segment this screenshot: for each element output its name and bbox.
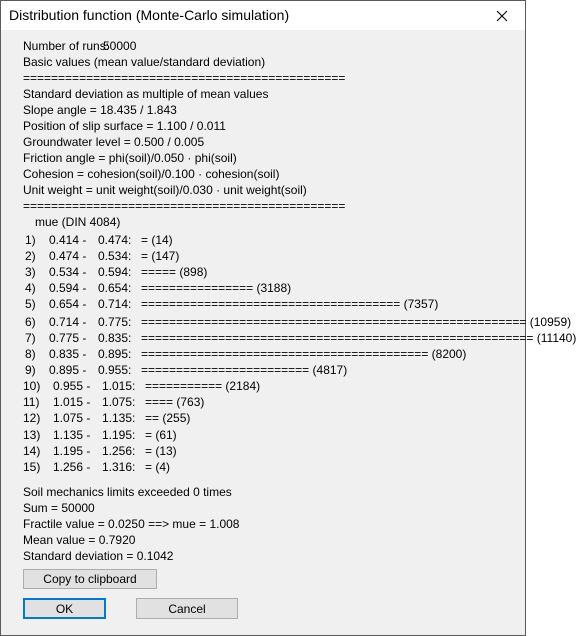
histogram-row-from: 1.256 - xyxy=(53,460,91,474)
fractile-text: Fractile value = 0.0250 ==> mue = 1.008 xyxy=(23,517,240,531)
histogram-row-to: 1.195: xyxy=(102,428,136,442)
histogram-row-to: 0.775: xyxy=(98,315,132,329)
mue-heading: mue (DIN 4084) xyxy=(35,215,121,229)
histogram-row-from: 0.414 - xyxy=(49,233,87,247)
slip-surface-line: Position of slip surface = 1.100 / 0.011 xyxy=(23,119,226,133)
histogram-row-to: 0.955: xyxy=(98,363,132,377)
histogram-row-from: 1.195 - xyxy=(53,444,91,458)
title-bar xyxy=(1,1,525,30)
histogram-row-bar: = (13) xyxy=(145,444,177,458)
slope-angle-line: Slope angle = 18.435 / 1.843 xyxy=(23,103,177,117)
limits-exceeded-text: Soil mechanics limits exceeded 0 times xyxy=(23,485,232,499)
histogram-row-bar: ========================================= (8200) xyxy=(141,347,467,361)
histogram-row-to: 1.015: xyxy=(102,379,136,393)
histogram-row-to: 0.714: xyxy=(98,297,132,311)
sum-text: Sum = 50000 xyxy=(23,501,95,515)
histogram-row-from: 0.654 - xyxy=(49,297,87,311)
separator-line: ============================================== xyxy=(23,71,346,85)
histogram-row-number: 13) xyxy=(23,428,41,442)
runs-value: 50000 xyxy=(103,39,137,53)
histogram-row-number: 1) xyxy=(25,233,36,247)
histogram-row-from: 1.015 - xyxy=(53,395,91,409)
histogram-row-number: 4) xyxy=(25,281,36,295)
histogram-row-from: 0.835 - xyxy=(49,347,87,361)
histogram-row-bar: = (147) xyxy=(141,249,180,263)
histogram-row-number: 11) xyxy=(23,395,40,409)
histogram-row-number: 14) xyxy=(23,444,41,458)
histogram-row-number: 15) xyxy=(23,460,41,474)
mean-value-text: Mean value = 0.7920 xyxy=(23,533,136,547)
groundwater-line: Groundwater level = 0.500 / 0.005 xyxy=(23,135,205,149)
histogram-row-number: 2) xyxy=(25,249,36,263)
histogram-row-from: 0.775 - xyxy=(49,331,87,345)
histogram-row-to: 0.534: xyxy=(98,249,132,263)
histogram-row-from: 1.075 - xyxy=(53,411,91,425)
histogram-row-to: 0.654: xyxy=(98,281,132,295)
cancel-button[interactable]: Cancel xyxy=(136,598,238,619)
histogram-row-number: 12) xyxy=(23,411,41,425)
histogram-row-to: 1.256: xyxy=(102,444,136,458)
close-icon xyxy=(496,10,508,22)
histogram-row-to: 0.895: xyxy=(98,347,132,361)
standard-deviation-heading: Standard deviation as multiple of mean values xyxy=(23,87,269,101)
histogram-row-bar: = (14) xyxy=(141,233,173,247)
histogram-row-to: 1.135: xyxy=(102,411,136,425)
histogram-row-bar: ======================== (4817) xyxy=(141,363,348,377)
histogram-row-bar: ======================================================= (10959) xyxy=(141,315,572,329)
histogram-row-bar: == (255) xyxy=(145,411,191,425)
histogram-row-to: 0.835: xyxy=(98,331,132,345)
histogram-row-number: 8) xyxy=(25,347,36,361)
histogram-row-to: 0.594: xyxy=(98,265,132,279)
histogram-row-number: 3) xyxy=(25,265,36,279)
standard-deviation-text: Standard deviation = 0.1042 xyxy=(23,549,174,563)
runs-label: Number of runs: xyxy=(23,39,110,53)
histogram-row-from: 0.474 - xyxy=(49,249,87,263)
histogram-row-bar: ==== (763) xyxy=(145,395,205,409)
histogram-row-number: 9) xyxy=(25,363,36,377)
histogram-row-bar: = (4) xyxy=(145,460,171,474)
histogram-row-from: 0.714 - xyxy=(49,315,87,329)
histogram-row-bar: ======================================================== (11140) xyxy=(141,331,576,345)
histogram-row-number: 6) xyxy=(25,315,36,329)
histogram-row-number: 10) xyxy=(23,379,41,393)
close-button[interactable] xyxy=(479,1,525,30)
copy-to-clipboard-button[interactable]: Copy to clipboard xyxy=(23,569,157,589)
histogram-row-bar: ================ (3188) xyxy=(141,281,292,295)
ok-button[interactable]: OK xyxy=(23,598,106,619)
histogram-row-from: 0.534 - xyxy=(49,265,87,279)
histogram-row-from: 1.135 - xyxy=(53,428,91,442)
histogram-row-to: 1.316: xyxy=(102,460,136,474)
histogram-row-bar: ===== (898) xyxy=(141,265,208,279)
histogram-row-from: 0.594 - xyxy=(49,281,87,295)
cohesion-line: Cohesion = cohesion(soil)/0.100 · cohesion(soil) xyxy=(23,167,280,181)
histogram-row-bar: = (61) xyxy=(145,428,177,442)
unit-weight-line: Unit weight = unit weight(soil)/0.030 · unit weight(soil) xyxy=(23,183,307,197)
histogram-row-bar: =========== (2184) xyxy=(145,379,261,393)
histogram-row-bar: ===================================== (7357) xyxy=(141,297,439,311)
histogram-row-to: 0.474: xyxy=(98,233,132,247)
histogram-row-from: 0.895 - xyxy=(49,363,87,377)
friction-angle-line: Friction angle = phi(soil)/0.050 · phi(soil) xyxy=(23,151,237,165)
basic-values-heading: Basic values (mean value/standard deviation) xyxy=(23,55,266,69)
dialog-content xyxy=(1,30,576,635)
window-title: Distribution function (Monte-Carlo simulation) xyxy=(9,7,290,23)
histogram-row-number: 7) xyxy=(25,331,36,345)
histogram-row-number: 5) xyxy=(25,297,36,311)
separator-line: ============================================== xyxy=(23,199,346,213)
histogram-row-to: 1.075: xyxy=(102,395,136,409)
histogram-row-from: 0.955 - xyxy=(53,379,91,393)
